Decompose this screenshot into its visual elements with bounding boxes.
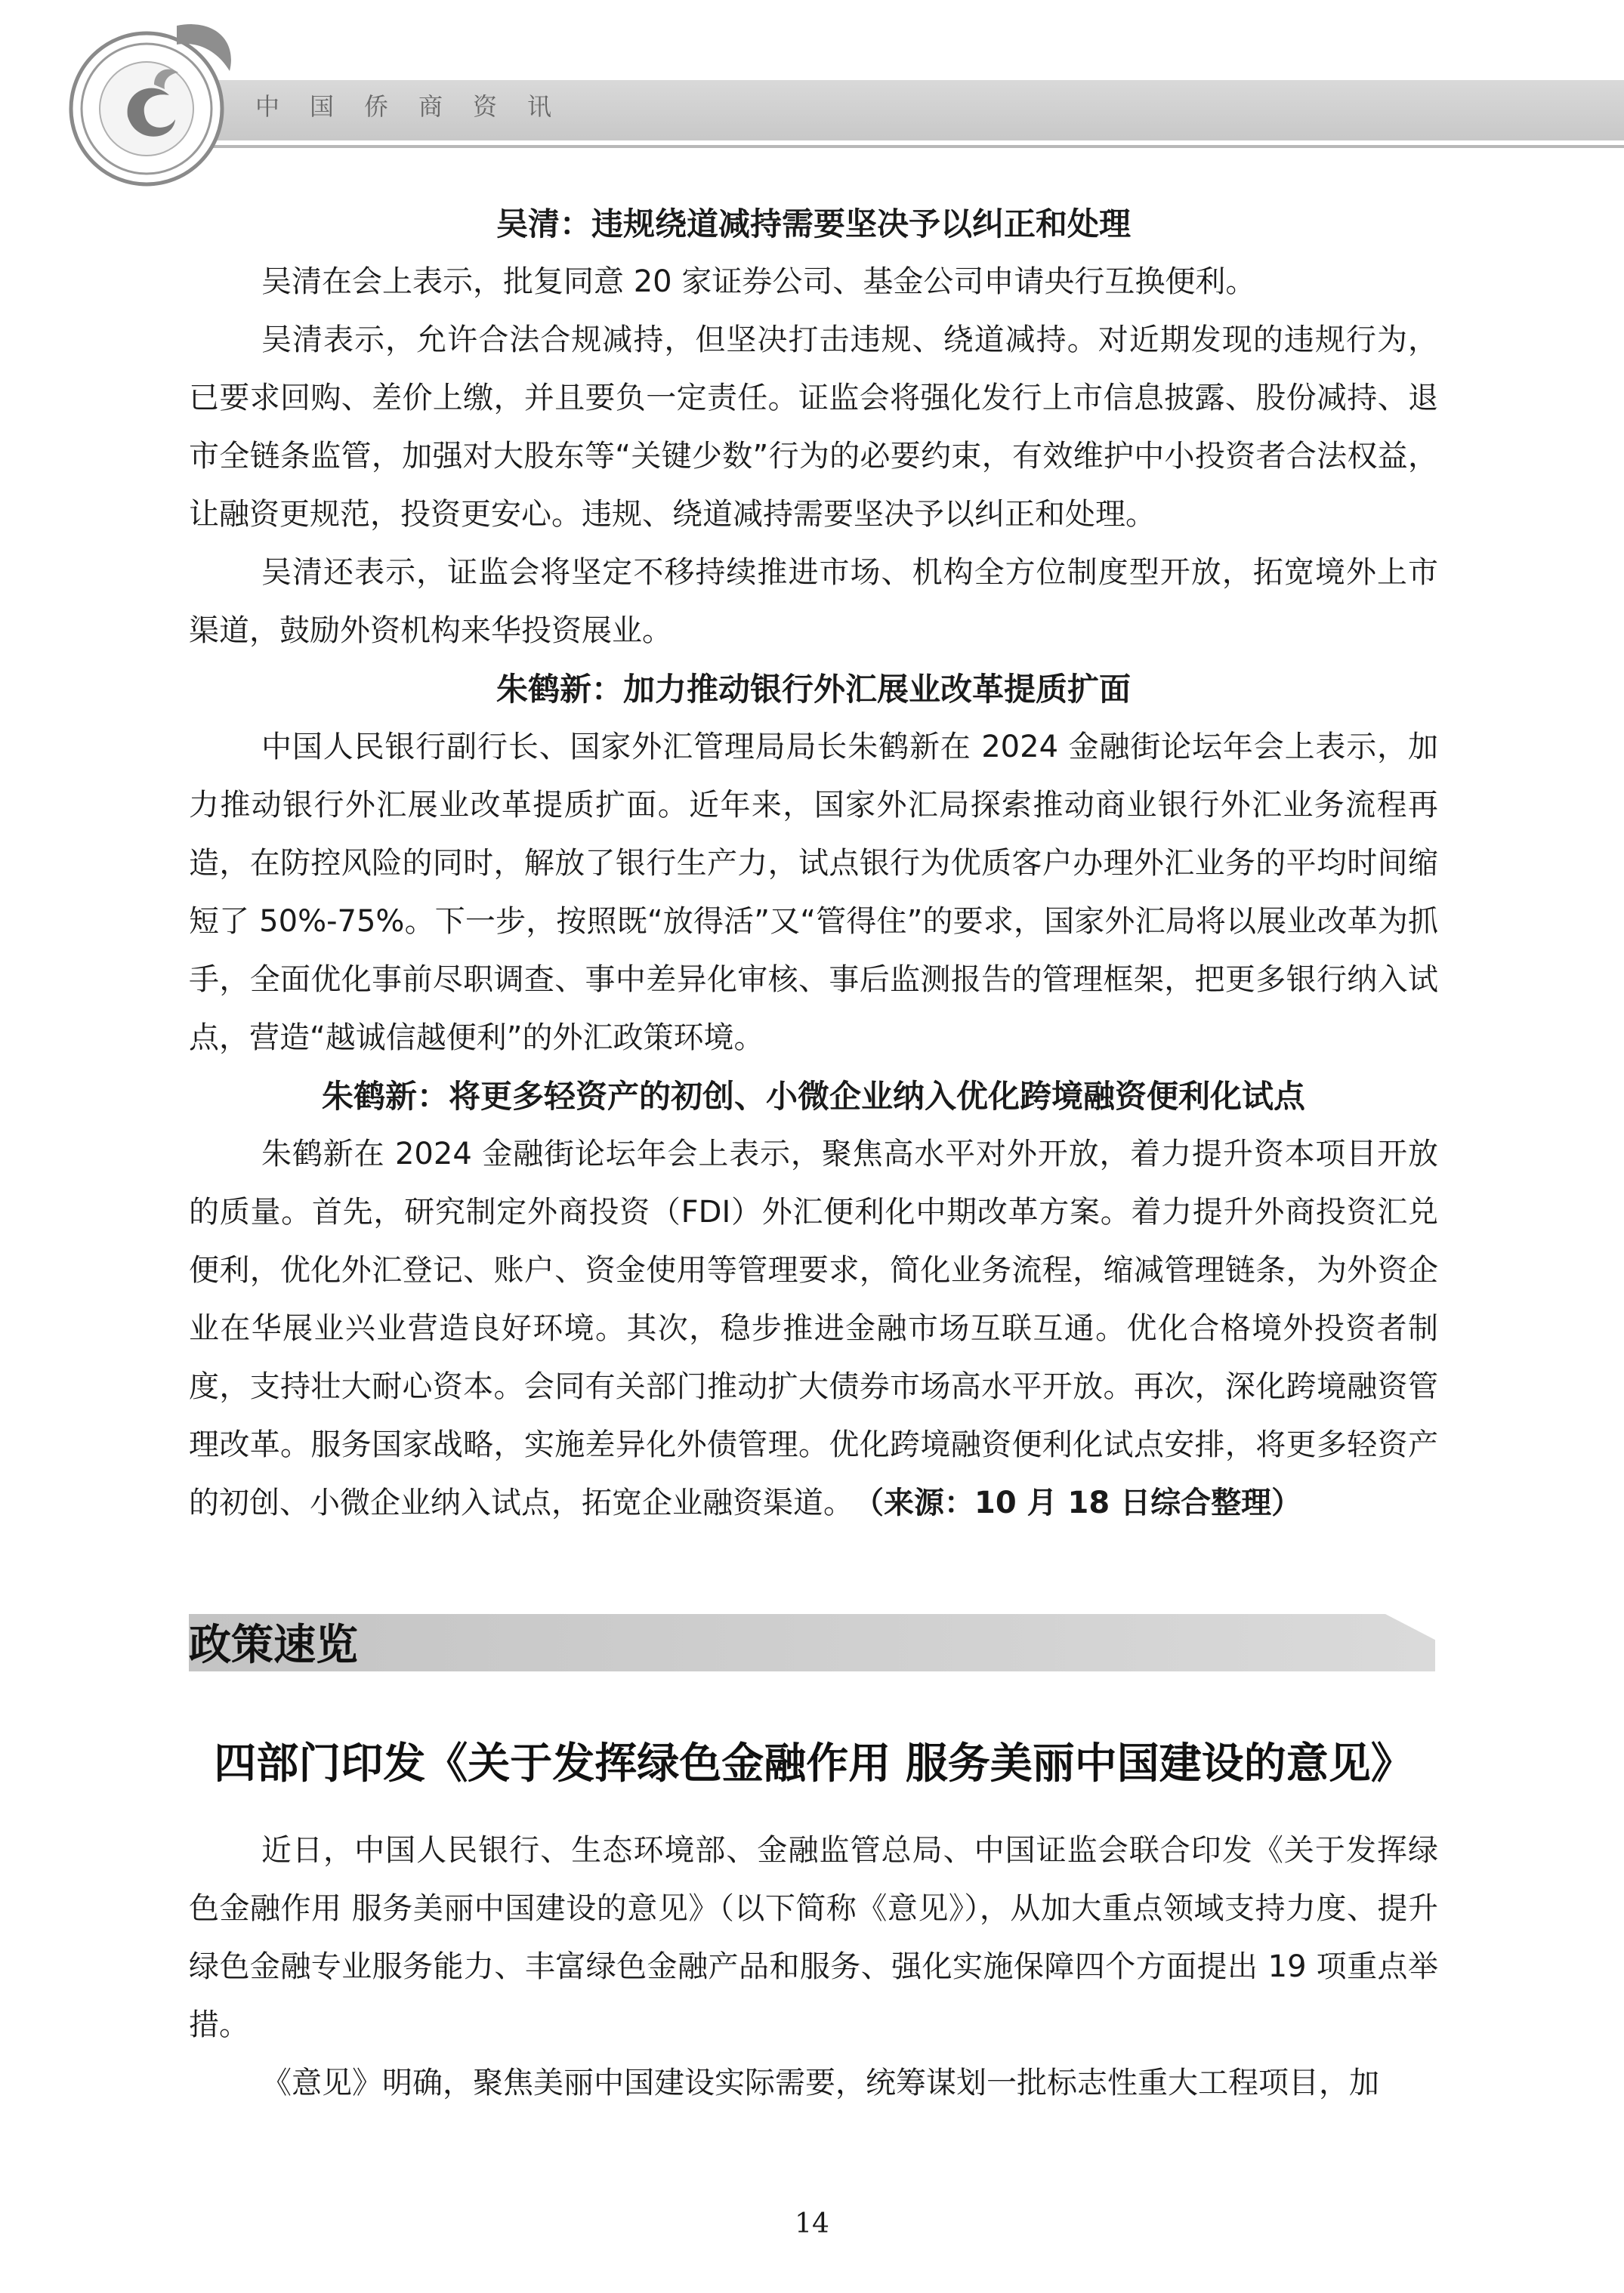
- paragraph: 《意见》明确，聚焦美丽中国建设实际需要，统筹谋划一批标志性重大工程项目，加: [261, 2066, 1379, 2100]
- article-title: 四部门印发《关于发挥绿色金融作用 服务美丽中国建设的意见》: [214, 1739, 1413, 1788]
- section-heading: 朱鹤新：将更多轻资产的初创、小微企业纳入优化跨境融资便利化试点: [321, 1078, 1305, 1115]
- paragraph: 近日，中国人民银行、生态环境部、金融监管总局、中国证监会联合印发《关于发挥绿色金融作用 服务美丽中国建设的意见》（以下简称《意见》），从加大重点领域支持力度、提升绿色金融专业服务能力、丰富绿色金融产品和服务、强化实施保障四个方面提出 19 项重点举措。: [189, 1833, 1438, 2042]
- paragraph-text: 朱鹤新在 2024 金融街论坛年会上表示，聚焦高水平对外开放，着力提升资本项目开放的质量。首先，研究制定外商投资（FDI）外汇便利化中期改革方案。着力提升外商投资汇兑便利，优化外汇登记、账户、资金使用等管理要求，简化业务流程，缩减管理链条，为外资企业在华展业兴业营造良好环境。其次，稳步推进金融市场互联互通。优化合格境外投资者制度，支持壮大耐心资本。会同有关部门推动扩大债券市场高水平开放。再次，深化跨境融资管理改革。服务国家战略，实施差异化外债管理。优化跨境融资便利化试点安排，将更多轻资产的初创、小微企业纳入试点，拓宽企业融资渠道。: [189, 1137, 1438, 1520]
- logo-emblem: [63, 11, 245, 192]
- header-rule: [189, 145, 1624, 148]
- paragraph: 吴清还表示，证监会将坚定不移持续推进市场、机构全方位制度型开放，拓宽境外上市渠道，鼓励外资机构来华投资展业。: [189, 555, 1438, 648]
- paragraph: 吴清在会上表示，批复同意 20 家证券公司、基金公司申请央行互换便利。: [261, 264, 1256, 299]
- paragraph: [189, 1125, 1438, 1532]
- article-content: [189, 195, 1438, 1532]
- section-banner: [189, 1614, 1435, 1671]
- page-number: 14: [795, 2208, 829, 2239]
- paragraph: 中国人民银行副行长、国家外汇管理局局长朱鹤新在 2024 金融街论坛年会上表示，加力推动银行外汇展业改革提质扩面。近年来，国家外汇局探索推动商业银行外汇业务流程再造，在防控风险的同时，解放了银行生产力，试点银行为优质客户办理外汇业务的平均时间缩短了 50%-75%。下一步，按照既“放得活”又“管得住”的要求，国家外汇局将以展业改革为抓手，全面优化事前尽职调查、事中差异化审核、事后监测报告的管理框架，把更多银行纳入试点，营造“越诚信越便利”的外汇政策环境。: [189, 730, 1438, 1055]
- article-body: [189, 1822, 1438, 2112]
- magazine-title: 中国侨商资讯: [255, 92, 582, 121]
- source-note: （来源：10 月 18 日综合整理）: [869, 1486, 1302, 1520]
- section-heading: 吴清：违规绕道减持需要坚决予以纠正和处理: [496, 205, 1131, 242]
- section-banner-title: 政策速览: [189, 1620, 358, 1670]
- paragraph: 吴清表示，允许合法合规减持，但坚决打击违规、绕道减持。对近期发现的违规行为，已要求回购、差价上缴，并且要负一定责任。证监会将强化发行上市信息披露、股份减持、退市全链条监管，加强对大股东等“关键少数”行为的必要约束，有效维护中小投资者合法权益，让融资更规范，投资更安心。违规、绕道减持需要坚决予以纠正和处理。: [189, 323, 1438, 532]
- section-heading: 朱鹤新：加力推动银行外汇展业改革提质扩面: [496, 671, 1131, 708]
